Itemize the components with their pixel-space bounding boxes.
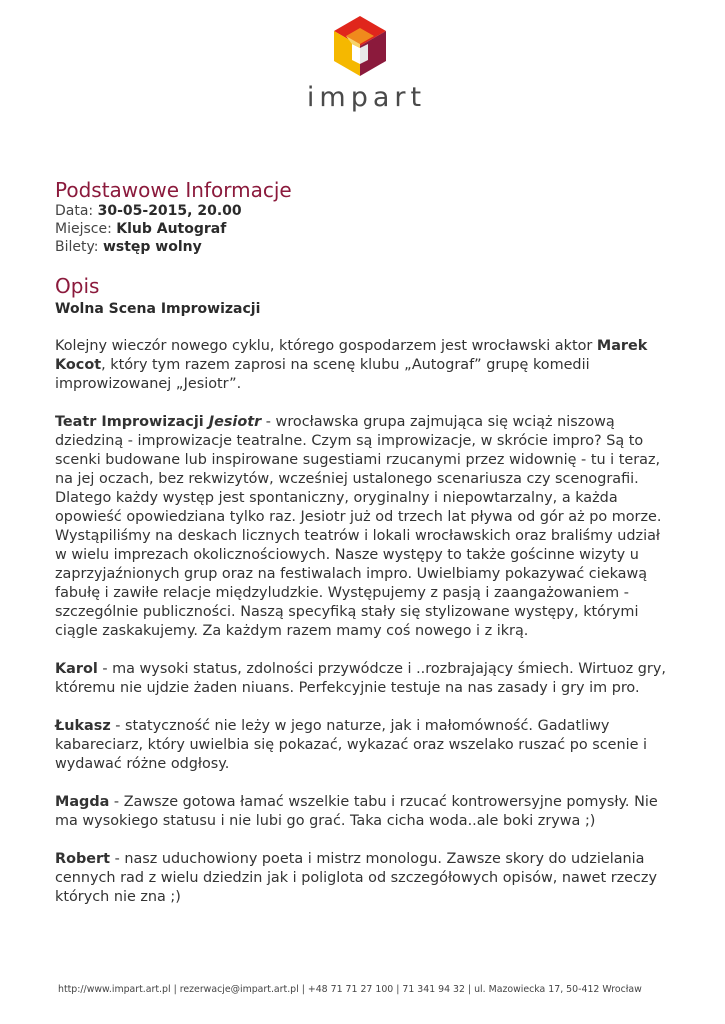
member-paragraph-lukasz: Łukasz - statyczność nie leży w jego naturze, jak i małomówność. Gadatliwy kabareciarz, który uwielbia się pokazać, wykazać oraz wszelako ruszać po scenie i wydawać różne odgłosy.	[55, 718, 648, 772]
member-paragraph-magda: Magda - Zawsze gotowa łamać wszelkie tabu i rzucać kontrowersyjne pomysły. Nie ma wysokiego statusu i nie lubi go grać. Taka cicha woda..ale boki zrywa ;)	[55, 794, 658, 829]
member-paragraph-karol: Karol - ma wysoki status, zdolności przywódcze i ..rozbrajający śmiech. Wirtuoz gry, któremu nie ujdzie żaden niuans. Perfekcyjnie testuje na nas zasady i gry im pro.	[55, 661, 666, 696]
member-name: Magda	[55, 794, 110, 810]
document-content	[55, 178, 675, 907]
member-paragraph-robert: Robert - nasz uduchowiony poeta i mistrz monologu. Zawsze skory do udzielania cennych rad z wielu dziedzin jak i poliglota od szczegółowych opisów, nawet rzeczy których nie zna ;)	[55, 851, 657, 905]
member-name: Karol	[55, 661, 98, 677]
group-name: Teatr Improwizacji	[55, 414, 209, 430]
date-label: Data:	[55, 203, 94, 219]
impart-logo-icon	[330, 14, 390, 78]
tickets-value: wstęp wolny	[102, 239, 202, 255]
event-date	[55, 202, 675, 220]
footer-contact: http://www.impart.art.pl | rezerwacje@impart.art.pl | +48 71 71 27 100 | 71 341 94 32 | ul. Mazowiecka 17, 50-412 Wrocław	[58, 984, 642, 995]
place-label: Miejsce:	[55, 221, 112, 237]
brand-name: impart	[306, 82, 427, 113]
description-heading: Opis	[55, 274, 100, 298]
event-subtitle: Wolna Scena Improwizacji	[55, 301, 261, 317]
member-name: Łukasz	[55, 718, 111, 734]
group-name-italic: Jesiotr	[208, 414, 262, 430]
group-paragraph: Teatr Improwizacji Jesiotr - wrocławska grupa zajmująca się wciąż niszową dziedziną - improwizacje teatralne. Czym są improwizacje, w skrócie impro? Są to scenki budowane lub inspirowane sugestiami rzucanymi przez widownię - tu i teraz, na jej oczach, bez rekwizytów, wcześniej ustalonego scenariusza czy scenografii. Dlatego każdy występ jest spontaniczny, oryginalny i niepowtarzalny, a każda opowieść opowiedziana tylko raz. Jesiotr już od trzech lat pływa od gór aż po morze. Wystąpiliśmy na deskach licznych teatrów i lokali wrocławskich oraz braliśmy udział w wielu imprezach okolicznościowych. Nasze występy to także gościnne wizyty u zaprzyjaźnionych grup oraz na festiwalach impro. Uwielbiamy pokazywać ciekawą fabułę i zawiłe relacje międzyludzkie. Występujemy z pasją i zaangażowaniem - szczególnie publiczności. Naszą specyfiką stały się stylizowane występy, którymi ciągle zaskakujemy. Za każdym razem mamy coś nowego i z ikrą.	[55, 414, 662, 639]
event-tickets	[55, 238, 675, 256]
host-name: Marek Kocot	[55, 338, 648, 373]
member-name: Robert	[55, 851, 111, 867]
basic-info-heading: Podstawowe Informacje	[55, 178, 292, 202]
date-value: 30-05-2015, 20.00	[97, 203, 242, 219]
tickets-label: Bilety:	[55, 239, 99, 255]
event-place	[55, 220, 675, 238]
place-value: Klub Autograf	[116, 221, 227, 237]
intro-paragraph: Kolejny wieczór nowego cyklu, którego gospodarzem jest wrocławski aktor Marek Kocot, który tym razem zaprosi na scenę klubu „Autograf” grupę komedii improwizowanej „Jesiotr”.	[55, 338, 648, 392]
